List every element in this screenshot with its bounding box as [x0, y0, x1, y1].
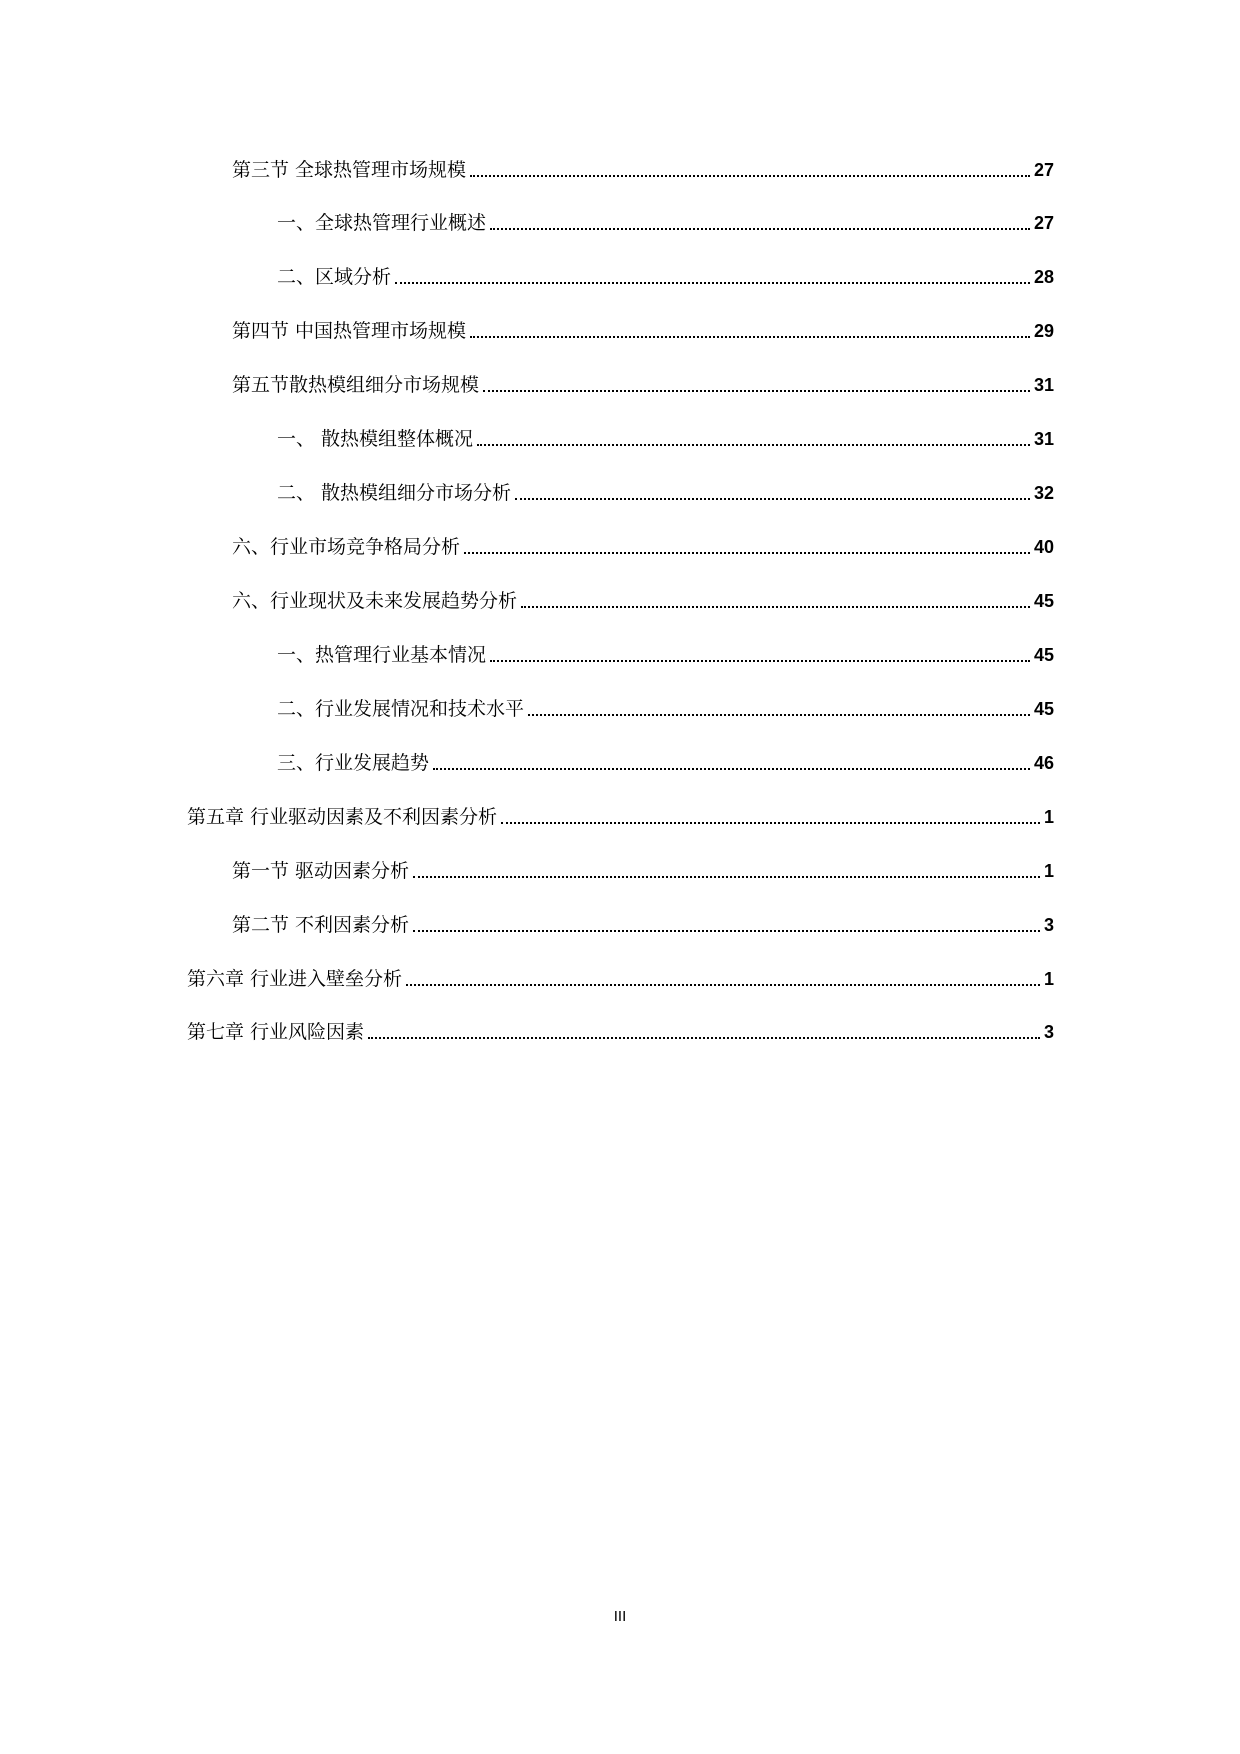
toc-entry-label: 六、行业市场竞争格局分析: [232, 536, 461, 558]
toc-entry-section-3[interactable]: [232, 155, 1054, 185]
toc-entry-page-number: 3: [1043, 915, 1054, 935]
toc-dot-leader: [501, 822, 1040, 824]
toc-entry-label: 一、全球热管理行业概述: [277, 212, 487, 234]
toc-dot-leader: [521, 606, 1030, 608]
toc-entry-label: 三、行业发展趋势: [277, 752, 430, 774]
toc-entry-section-5[interactable]: [232, 370, 1054, 400]
toc-dot-leader: [515, 498, 1030, 500]
toc-entry-development-and-tech[interactable]: [277, 694, 1054, 724]
toc-entry-regional-analysis[interactable]: [277, 262, 1054, 292]
toc-entry-label: 一、热管理行业基本情况: [277, 644, 487, 666]
toc-entry-global-overview[interactable]: [277, 208, 1054, 238]
toc-entry-page-number: 27: [1033, 213, 1054, 233]
toc-entry-label: 二、区域分析: [277, 266, 392, 288]
toc-dot-leader: [368, 1037, 1040, 1039]
toc-dot-leader: [470, 336, 1030, 338]
toc-dot-leader: [470, 175, 1030, 177]
toc-entry-chapter-6[interactable]: [187, 964, 1054, 994]
toc-dot-leader: [490, 660, 1030, 662]
toc-entry-industry-basics[interactable]: [277, 640, 1054, 670]
toc-dot-leader: [413, 876, 1040, 878]
toc-entry-driving-factors[interactable]: [232, 856, 1054, 886]
toc-entry-label: 一、 散热模组整体概况: [277, 428, 474, 450]
toc-dot-leader: [528, 714, 1030, 716]
toc-entry-label: 第三节 全球热管理市场规模: [232, 159, 467, 181]
toc-entry-page-number: 1: [1043, 969, 1054, 989]
toc-entry-development-trends[interactable]: [277, 748, 1054, 778]
toc-dot-leader: [490, 228, 1030, 230]
toc-entry-page-number: 45: [1033, 591, 1054, 611]
toc-entry-page-number: 31: [1033, 375, 1054, 395]
toc-entry-label: 二、行业发展情况和技术水平: [277, 698, 525, 720]
toc-dot-leader: [477, 444, 1030, 446]
toc-dot-leader: [483, 390, 1030, 392]
toc-entry-status-and-trends[interactable]: [232, 586, 1054, 616]
toc-entry-module-overview[interactable]: [277, 424, 1054, 454]
toc-entry-page-number: 1: [1043, 861, 1054, 881]
toc-entry-label: 第七章 行业风险因素: [187, 1021, 365, 1043]
toc-entry-page-number: 46: [1033, 753, 1054, 773]
toc-dot-leader: [413, 930, 1040, 932]
toc-entry-page-number: 31: [1033, 429, 1054, 449]
toc-entry-chapter-5[interactable]: [187, 802, 1054, 832]
toc-entry-label: 第六章 行业进入壁垒分析: [187, 968, 403, 990]
toc-entry-label: 第四节 中国热管理市场规模: [232, 320, 467, 342]
toc-entry-page-number: 3: [1043, 1022, 1054, 1042]
toc-entry-page-number: 45: [1033, 645, 1054, 665]
toc-dot-leader: [406, 984, 1040, 986]
toc-dot-leader: [464, 552, 1030, 554]
toc-entry-label: 六、行业现状及未来发展趋势分析: [232, 590, 518, 612]
toc-dot-leader: [433, 768, 1030, 770]
toc-entry-module-segment-analysis[interactable]: [277, 478, 1054, 508]
toc-entry-page-number: 27: [1033, 160, 1054, 180]
toc-entry-label: 第二节 不利因素分析: [232, 914, 410, 936]
toc-entry-page-number: 45: [1033, 699, 1054, 719]
toc-entry-page-number: 40: [1033, 537, 1054, 557]
footer-page-number: III: [613, 1608, 627, 1625]
toc-entry-label: 第一节 驱动因素分析: [232, 860, 410, 882]
toc-dot-leader: [395, 282, 1030, 284]
toc-entry-page-number: 29: [1033, 321, 1054, 341]
toc-entry-label: 二、 散热模组细分市场分析: [277, 482, 512, 504]
toc-entry-page-number: 28: [1033, 267, 1054, 287]
toc-entry-label: 第五节散热模组细分市场规模: [232, 374, 480, 396]
toc-entry-competition[interactable]: [232, 532, 1054, 562]
toc-entry-page-number: 32: [1033, 483, 1054, 503]
toc-entry-section-4[interactable]: [232, 316, 1054, 346]
toc-entry-label: 第五章 行业驱动因素及不利因素分析: [187, 806, 498, 828]
toc-entry-page-number: 1: [1043, 807, 1054, 827]
toc-entry-adverse-factors[interactable]: [232, 910, 1054, 940]
toc-entry-chapter-7[interactable]: [187, 1017, 1054, 1047]
